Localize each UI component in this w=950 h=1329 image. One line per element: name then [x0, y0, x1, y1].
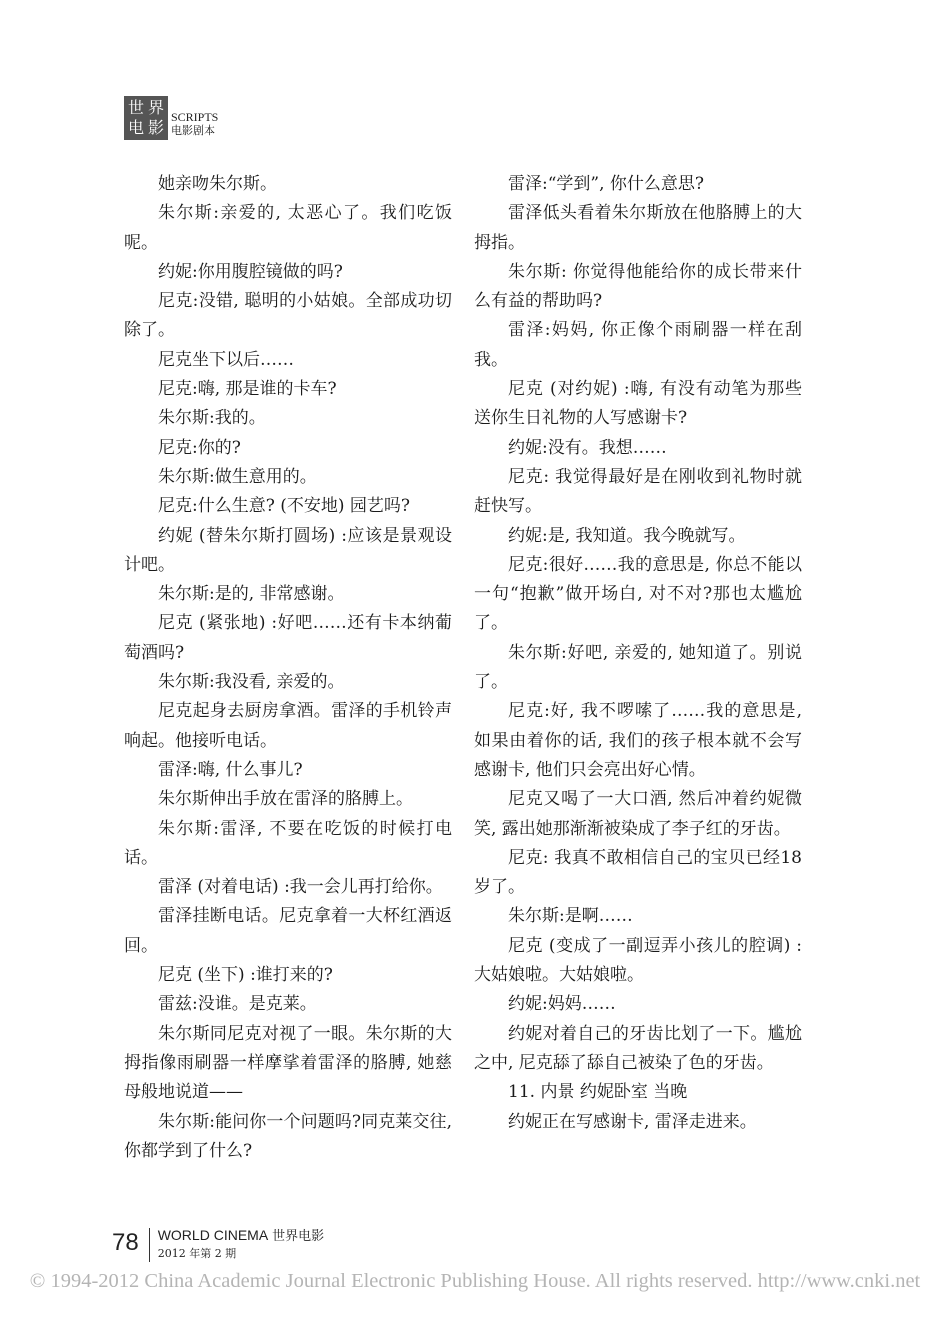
- paragraph: 朱尔斯:是啊……: [508, 906, 633, 927]
- section-label: [168, 96, 218, 140]
- paragraph: 雷泽:嗨, 什么事儿?: [158, 759, 303, 780]
- paragraph: 约妮:妈妈……: [508, 994, 616, 1015]
- paragraph: 雷泽挂断电话。尼克拿着一大杯红酒返回。: [124, 906, 452, 956]
- paragraph: 雷兹:没谁。是克莱。: [158, 994, 317, 1015]
- paragraph: 尼克: 我真不敢相信自己的宝贝已经18岁了。: [474, 847, 802, 898]
- paragraph: 尼克坐下以后……: [158, 349, 294, 370]
- paragraph: 尼克 (坐下) :谁打来的?: [158, 965, 333, 986]
- paragraph: 尼克:什么生意? (不安地) 园艺吗?: [158, 496, 411, 517]
- magazine-name-cn: 世界电影: [272, 1229, 325, 1244]
- paragraph: 约妮正在写感谢卡, 雷泽走进来。: [508, 1111, 757, 1132]
- paragraph: 朱尔斯伸出手放在雷泽的胳膊上。: [158, 789, 413, 810]
- page-number: 78: [112, 1229, 139, 1256]
- copyright-watermark: © 1994-2012 China Academic Journal Electronic Publishing House. All rights reserved. http://www.cnki.net: [29, 1270, 921, 1292]
- footer-divider: [149, 1228, 150, 1262]
- paragraph: 雷泽:妈妈, 你正像个雨刷器一样在刮我。: [474, 320, 802, 370]
- logo-box: [124, 96, 168, 140]
- paragraph: 尼克:嗨, 那是谁的卡车?: [158, 379, 337, 400]
- paragraph: 朱尔斯: 你觉得他能给你的成长带来什么有益的帮助吗?: [474, 261, 802, 312]
- paragraph: 朱尔斯:好吧, 亲爱的, 她知道了。别说了。: [474, 642, 802, 693]
- paragraph: 她亲吻朱尔斯。: [158, 174, 277, 194]
- magazine-name: [158, 1226, 324, 1246]
- logo-line-2: 电影: [128, 118, 169, 137]
- issue-label: 2012 年第 2 期: [157, 1247, 237, 1260]
- paragraph: 朱尔斯:能问你一个问题吗?同克莱交往, 你都学到了什么?: [124, 1111, 452, 1161]
- paragraph: 尼克 (紧张地) :好吧……还有卡本纳葡萄酒吗?: [124, 613, 452, 663]
- paragraph: 朱尔斯:亲爱的, 太恶心了。我们吃饭呢。: [124, 203, 452, 253]
- magazine-name-en: WORLD CINEMA: [157, 1227, 269, 1243]
- page-footer: [112, 1226, 324, 1262]
- paragraph: 约妮对着自己的牙齿比划了一下。尴尬之中, 尼克舔了舔自己被染了色的牙齿。: [474, 1023, 802, 1073]
- paragraph: 朱尔斯:做生意用的。: [158, 466, 317, 487]
- paragraph: 尼克 (对约妮) :嗨, 有没有动笔为那些送你生日礼物的人写感谢卡?: [474, 379, 802, 429]
- paragraph: 约妮:是, 我知道。我今晚就写。: [508, 525, 746, 546]
- paragraph: 约妮:你用腹腔镜做的吗?: [158, 261, 343, 282]
- left-text-column: [124, 170, 452, 1166]
- scene-heading: 11. 内景 约妮卧室 当晚: [508, 1082, 688, 1103]
- paragraph: 雷泽低头看着朱尔斯放在他胳膊上的大拇指。: [474, 203, 802, 253]
- paragraph: 尼克:你的?: [158, 437, 241, 458]
- paragraph: 朱尔斯:我的。: [158, 408, 266, 429]
- right-text-column: [474, 170, 802, 1137]
- paragraph: 尼克:很好……我的意思是, 你总不能以一句“抱歉”做开场白, 对不对?那也太尴尬了。: [474, 554, 802, 634]
- paragraph: 尼克: 我觉得最好是在刚收到礼物时就赶快写。: [474, 466, 802, 517]
- logo-line-1: 世界: [128, 98, 169, 117]
- paragraph: 尼克:好, 我不啰嗦了……我的意思是, 如果由着你的话, 我们的孩子根本就不会写感谢卡, 他们只会亮出好心情。: [474, 701, 802, 780]
- paragraph: 雷泽 (对着电话) :我一会儿再打给你。: [158, 877, 443, 898]
- paragraph: 朱尔斯同尼克对视了一眼。朱尔斯的大拇指像雨刷器一样摩挲着雷泽的胳膊, 她慈母般地说道——: [124, 1023, 452, 1103]
- paragraph: 尼克起身去厨房拿酒。雷泽的手机铃声响起。他接听电话。: [124, 701, 452, 751]
- section-label-cn: 电影剧本: [171, 124, 215, 137]
- paragraph: 朱尔斯:是的, 非常感谢。: [158, 584, 345, 605]
- magazine-logo: [124, 96, 218, 140]
- paragraph: 尼克:没错, 聪明的小姑娘。全部成功切除了。: [124, 291, 452, 341]
- paragraph: 雷泽:“学到”, 你什么意思?: [508, 174, 705, 194]
- footer-text: [158, 1226, 324, 1262]
- paragraph: 朱尔斯:我没看, 亲爱的。: [158, 672, 345, 693]
- paragraph: 朱尔斯:雷泽, 不要在吃饭的时候打电话。: [124, 818, 452, 868]
- paragraph: 约妮 (替朱尔斯打圆场) :应该是景观设计吧。: [124, 525, 452, 575]
- paragraph: 尼克又喝了一大口酒, 然后冲着约妮微笑, 露出她那渐渐被染成了李子红的牙齿。: [474, 789, 802, 839]
- paragraph: 约妮:没有。我想……: [508, 437, 667, 458]
- section-label-en: SCRIPTS: [171, 110, 219, 124]
- paragraph: 尼克 (变成了一副逗弄小孩儿的腔调) :大姑娘啦。大姑娘啦。: [474, 935, 802, 986]
